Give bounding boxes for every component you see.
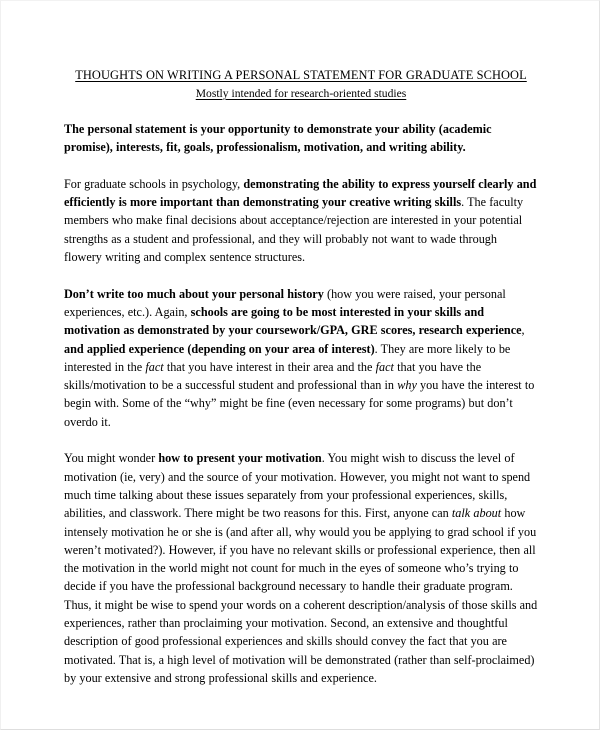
bold-run: demonstrating the ability to express yourself clearly and efficiently is more important than demonstrating your creative writing skills [64,176,537,210]
italic-run: fact [375,359,394,374]
text-run: For graduate schools in psychology, [64,176,244,191]
text-run: , [521,323,525,338]
text-run: you have the interest to begin with. Some of the “why” might be fine (even necessary for some programs) but don’t overdo it. [64,378,535,429]
spacer-title [64,102,538,120]
document-body [64,67,538,687]
text-run: that you have the skills/motivation to be a successful student and professional than in [64,359,482,393]
document-title-text: THOUGHTS ON WRITING A PERSONAL STATEMENT FOR GRADUATE SCHOOL [75,68,527,82]
paragraph-3 [64,285,538,431]
bold-run: Don’t write too much about your personal history [64,286,324,301]
bold-run: and applied experience (depending on your area of interest) [64,341,375,356]
text-run: . The faculty members who make final decisions about acceptance/rejection are interested in your potential strengths as a student and professional, and they will probably not want to wade through flowery writing and complex sentence structures. [64,195,524,265]
text-run: . You might wish to discuss the level of motivation (ie, very) and the source of your motivation. However, you might not want to spend much time talking about these issues separately from your professional experiences, skills, abilities, and classwork. There might be two reasons for this. First, anyone can [64,451,531,521]
document-subtitle [64,86,538,102]
italic-run: why [397,378,417,393]
text-run: You might wonder [64,451,159,466]
paragraph-4 [64,449,538,687]
document-subtitle-text: Mostly intended for research-oriented studies [195,87,407,100]
bold-run: how to present your motivation [158,451,322,466]
document-title [64,67,538,83]
paragraph-1 [64,120,538,157]
paragraph-2 [64,175,538,266]
text-run: . They are more likely to be interested in the [64,341,511,374]
bold-run: The personal statement is your opportunity to demonstrate your ability (academic promise), interests, fit, goals, professionalism, motivation, and writing ability. [64,122,492,155]
text-run: that you have interest in their area and the [163,359,376,374]
text-run: how intensely motivation he or she is (and after all, why would you be applying to grad school if you weren’t motivated?). However, if you have no relevant skills or professional experience, then all the motivation in the world might not count for much in the eyes of someone who’s trying to decide if you have the professional background necessary to handle their graduate program. Thus, it might be wise to spend your words on a coherent description/analysis of those skills and experiences, rather than proclaiming your motivation. Second, an extensive and thoughtful description of good professional experiences and skills should convey the fact that you are motivated. That is, a high level of motivation will be demonstrated (rather than self-proclaimed) by your extensive and strong professional skills and experience. [64,506,538,685]
spacer-3 [64,431,538,449]
italic-run: fact [145,359,164,374]
spacer-2 [64,266,538,284]
spacer-1 [64,157,538,175]
text-run: (how you were raised, your personal experiences, etc.). Again, [64,286,506,319]
bold-run: schools are going to be most interested in your skills and motivation as demonstrated by your coursework/GPA, GRE scores, research experience [64,304,522,338]
italic-run: talk about [451,506,502,521]
